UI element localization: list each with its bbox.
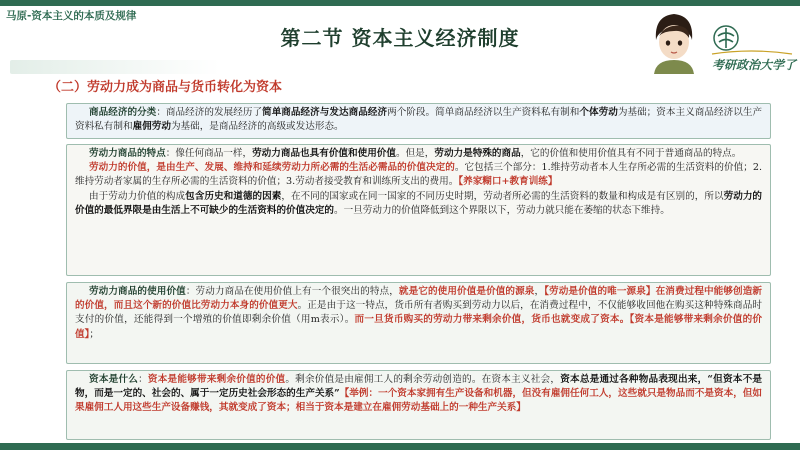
brand-name: 考研政治大学了 bbox=[712, 58, 797, 72]
text: 。剩余价值是由雇佣工人的剩余劳动创造的。在资本主义社会， bbox=[285, 374, 561, 385]
top-bar bbox=[0, 0, 800, 6]
page-title: 第二节 资本主义经济制度 bbox=[280, 26, 520, 50]
bottom-bar bbox=[0, 443, 800, 450]
text: 两个阶段。简单商品经济以生产资料私有制和 bbox=[387, 107, 580, 118]
text: 为基础，是商品经济的高级或发达形态。 bbox=[170, 121, 344, 133]
text: ，它的价值和使用价值具有不同于普通商品的特点。 bbox=[520, 148, 742, 159]
text: 为基础；资本主义商品经济以生产资料私有制和 bbox=[75, 107, 763, 133]
box-labor-commodity-features bbox=[66, 144, 771, 276]
box-label: 资本是什么 bbox=[89, 374, 139, 385]
bold-text: 包含历史和道德的因素 bbox=[185, 190, 282, 202]
text: ， bbox=[534, 286, 545, 297]
emphasis-note: 【养家糊口+教育训练】 bbox=[458, 176, 558, 188]
text: ：劳动力商品在使用价值上有一个很突出的特点， bbox=[185, 286, 399, 297]
emphasis-text: 劳动力的价值，是由生产、发展、维持和延续劳动力所必需的生活必需品的价值决定的 bbox=[89, 162, 455, 174]
box-label: 商品经济的分类 bbox=[89, 107, 157, 118]
text: 。它包括三个部分：1.维持劳动者本人生存所必需的生活资料的价值；2.维持劳动者家属的生存所必需的生活资料的价值；3.劳动者接受教育和训练所支出的费用。 bbox=[75, 162, 762, 188]
text: 由于劳动力价值的构成 bbox=[89, 190, 186, 202]
emphasis-note: 【举例：一个资本家拥有生产设备和机器，但没有雇佣任何工人，这些就只是物品而不是资本，但如果雇佣工人用这些生产设备赚钱，其就变成了资本；相当于资本是建立在雇佣劳动基础上的一种生产关系】 bbox=[75, 388, 762, 414]
text: 。正是由于这一特点，货币所有者购买到劳动力以后，在消费过程中，不仅能够收回他在购买这种特殊商品时支付的价值，还能得到一个增殖的价值即剩余价值（用m表示）。 bbox=[75, 300, 763, 326]
emphasis-text: 而一旦货币购买的劳动力带来剩余价值，货币也就变成了资本。【资本是能够带来剩余价值的价值】 bbox=[75, 314, 763, 340]
emphasis-text: 【劳动是价值的唯一源泉】在消费过程中能够创造新的价值，而且这个新的价值比劳动力本身的价值更大 bbox=[75, 286, 763, 312]
box-labor-use-value bbox=[66, 282, 771, 364]
text: 。一旦劳动力的价值降低到这个界限以下，劳动力就只能在萎缩的状态下维持。 bbox=[334, 204, 670, 216]
box-what-is-capital bbox=[66, 370, 771, 440]
text: ，在不同的国家或在同一国家的不同历史时期，劳动者所必需的生活资料的数量和构成是有区别的，所以 bbox=[281, 190, 724, 202]
course-label: 马原-资本主义的本质及规律 bbox=[6, 10, 137, 22]
box-label: 劳动力商品的使用价值 bbox=[89, 286, 186, 297]
bold-text: 劳动力商品也具有价值和使用价值 bbox=[252, 148, 396, 159]
bold-text: 个体劳动 bbox=[579, 107, 618, 118]
bold-text: 雇佣劳动 bbox=[132, 121, 171, 133]
box-commodity-economy bbox=[66, 103, 771, 139]
bold-text: 劳动力的价值的最低界限是由生活上不可缺少的生活资料的价值决定的 bbox=[75, 190, 763, 216]
text: 。但是， bbox=[396, 148, 435, 159]
bold-text: 资本总是通过各种物品表现出来，“但资本不是物，而是一定的、社会的、属于一定历史社会形态的生产关系” bbox=[75, 374, 763, 400]
text: ； bbox=[89, 328, 99, 340]
text: ：像任何商品一样， bbox=[165, 148, 253, 159]
section-title: （二）劳动力成为商品与货币转化为资本 bbox=[48, 80, 283, 95]
text: ：商品经济的发展经历了 bbox=[156, 107, 263, 118]
box-label: 劳动力商品的特点 bbox=[89, 148, 166, 159]
bold-text: 劳动力是特殊的商品 bbox=[434, 148, 521, 159]
avatar-illustration-icon bbox=[646, 10, 702, 74]
emphasis-text: 资本是能够带来剩余价值的价值 bbox=[147, 374, 286, 385]
section-decoration bbox=[10, 60, 220, 74]
bold-text: 简单商品经济与发达商品经济 bbox=[262, 107, 388, 118]
text: ： bbox=[138, 374, 148, 385]
emphasis-text: 就是它的使用价值是价值的源泉 bbox=[398, 286, 535, 297]
